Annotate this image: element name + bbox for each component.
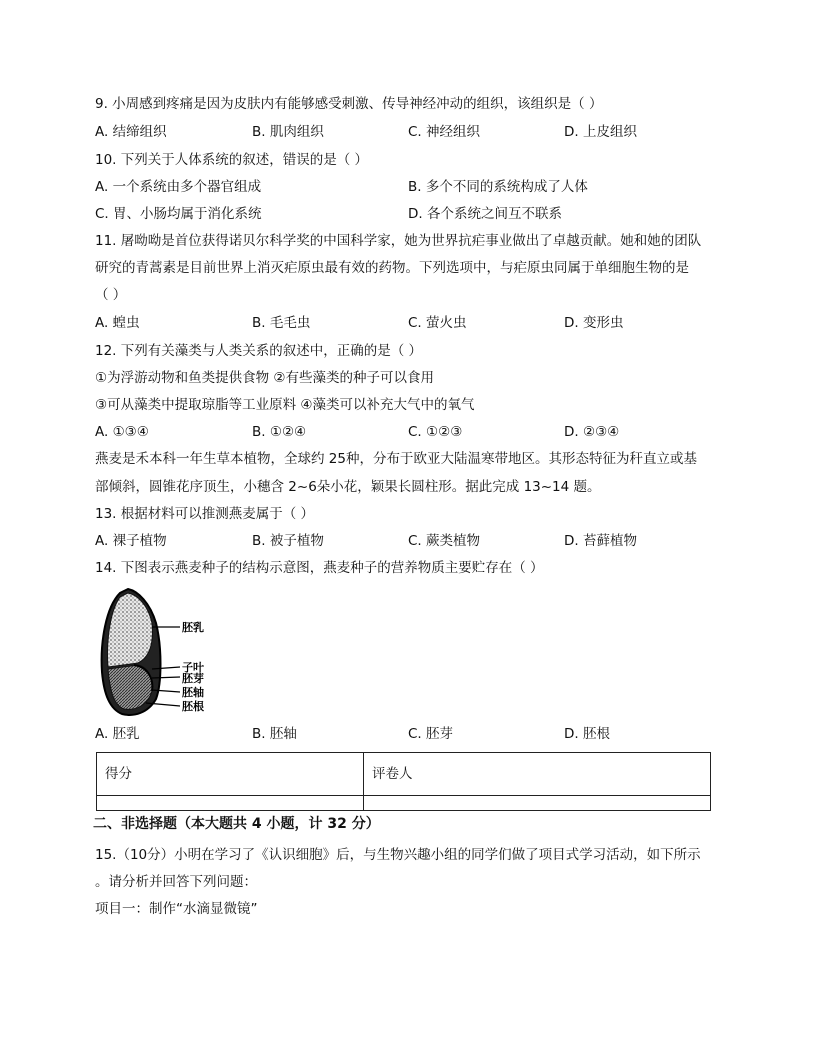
q10-option-a: A. 一个系统由多个器官组成 xyxy=(95,179,262,195)
oat-seed-diagram xyxy=(98,587,216,717)
q13-stem: 13. 根据材料可以推测燕麦属于（ ） xyxy=(95,506,315,522)
q14-option-d: D. 胚根 xyxy=(564,726,610,742)
material-line2: 部倾斜，圆锥花序顶生，小穗含 2~6朵小花，颖果长圆柱形。据此完成 13~14 题。 xyxy=(95,479,601,495)
score-cell[interactable] xyxy=(97,796,364,811)
grader-header: 评卷人 xyxy=(372,766,413,782)
q15-line3: 项目一：制作“水滴显微镜” xyxy=(95,901,258,917)
q11-option-b: B. 毛毛虫 xyxy=(252,315,311,331)
q13-option-d: D. 苔藓植物 xyxy=(564,533,637,549)
label-radicle: 胚根 xyxy=(182,700,204,713)
q12-option-b: B. ①②④ xyxy=(252,424,307,440)
q15-line2: 。请分析并回答下列问题： xyxy=(95,874,257,890)
q13-option-c: C. 蕨类植物 xyxy=(408,533,481,549)
q9-stem: 9. 小周感到疼痛是因为皮肤内有能够感受刺激、传导神经冲动的组织，该组织是（ ） xyxy=(95,96,603,112)
q13-option-b: B. 被子植物 xyxy=(252,533,324,549)
q10-option-d: D. 各个系统之间互不联系 xyxy=(408,206,562,222)
label-plumule: 胚芽 xyxy=(182,672,204,685)
q10-option-b: B. 多个不同的系统构成了人体 xyxy=(408,179,588,195)
q9-option-a: A. 结缔组织 xyxy=(95,124,167,140)
q9-option-b: B. 肌肉组织 xyxy=(252,124,324,140)
q12-option-a: A. ①③④ xyxy=(95,424,149,440)
q9-option-d: D. 上皮组织 xyxy=(564,124,637,140)
score-header: 得分 xyxy=(105,766,132,782)
q11-stem-line2: 研究的青蒿素是目前世界上消灭疟原虫最有效的药物。下列选项中，与疟原虫同属于单细胞生物的是 xyxy=(95,260,689,276)
q10-option-c: C. 胃、小肠均属于消化系统 xyxy=(95,206,262,222)
q10-stem: 10. 下列关于人体系统的叙述，错误的是（ ） xyxy=(95,152,369,168)
q11-option-d: D. 变形虫 xyxy=(564,315,624,331)
q13-option-a: A. 裸子植物 xyxy=(95,533,167,549)
q11-stem-line3: （ ） xyxy=(95,287,127,303)
q11-option-a: A. 蝗虫 xyxy=(95,315,140,331)
grader-cell[interactable] xyxy=(364,796,711,811)
q12-statement-1: ①为浮游动物和鱼类提供食物 ②有些藻类的种子可以食用 xyxy=(95,370,434,386)
label-cotyledon: 子叶 xyxy=(182,661,204,674)
q12-option-c: C. ①②③ xyxy=(408,424,463,440)
q14-option-b: B. 胚轴 xyxy=(252,726,297,742)
q11-stem-line1: 11. 屠呦呦是首位获得诺贝尔科学奖的中国科学家，她为世界抗疟事业做出了卓越贡献。她和她的团队 xyxy=(95,233,702,249)
q11-option-c: C. 萤火虫 xyxy=(408,315,467,331)
q14-option-a: A. 胚乳 xyxy=(95,726,140,742)
label-hypocotyl: 胚轴 xyxy=(182,686,204,699)
q14-option-c: C. 胚芽 xyxy=(408,726,454,742)
score-table xyxy=(96,752,711,811)
section2-title: 二、非选择题（本大题共 4 小题，计 32 分） xyxy=(93,816,380,832)
q12-option-d: D. ②③④ xyxy=(564,424,620,440)
q12-statement-2: ③可从藻类中提取琼脂等工业原料 ④藻类可以补充大气中的氧气 xyxy=(95,397,475,413)
material-line1: 燕麦是禾本科一年生草本植物，全球约 25种，分布于欧亚大陆温寒带地区。其形态特征为秆直立或基 xyxy=(95,451,697,467)
q9-option-c: C. 神经组织 xyxy=(408,124,481,140)
q15-line1: 15.（10分）小明在学习了《认识细胞》后，与生物兴趣小组的同学们做了项目式学习活动，如下所示 xyxy=(95,847,701,863)
q12-stem: 12. 下列有关藻类与人类关系的叙述中，正确的是（ ） xyxy=(95,343,423,359)
label-endosperm: 胚乳 xyxy=(182,621,204,634)
q14-stem: 14. 下图表示燕麦种子的结构示意图，燕麦种子的营养物质主要贮存在（ ） xyxy=(95,560,544,576)
